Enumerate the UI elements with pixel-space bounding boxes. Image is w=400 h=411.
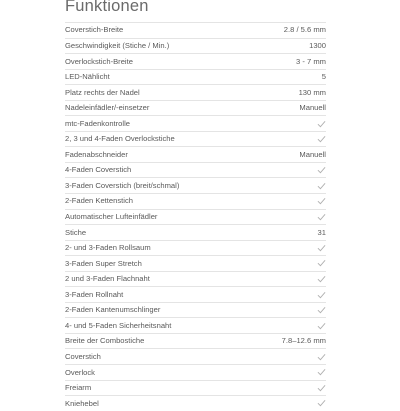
check-icon	[317, 399, 326, 407]
spec-row	[65, 162, 326, 178]
spec-label: 2-Faden Kettenstich	[65, 196, 133, 206]
spec-value: 130 mm	[298, 87, 326, 97]
check-icon	[317, 322, 326, 330]
check-icon	[317, 384, 326, 392]
spec-row	[65, 395, 326, 411]
spec-row	[65, 115, 326, 131]
check-icon	[317, 135, 326, 143]
spec-label: 2 und 3-Faden Flachnaht	[65, 274, 150, 284]
spec-label: 2, 3 und 4-Faden Overlockstiche	[65, 134, 175, 144]
check-icon	[317, 120, 326, 128]
spec-row	[65, 302, 326, 318]
spec-row	[65, 209, 326, 225]
check-icon	[317, 197, 326, 205]
check-icon	[317, 353, 326, 361]
spec-row	[65, 271, 326, 287]
spec-value: Manuell	[299, 149, 326, 159]
check-icon	[317, 213, 326, 221]
spec-label: 4-Faden Coverstich	[65, 165, 132, 175]
spec-value: 2.8 / 5.6 mm	[283, 25, 326, 35]
spec-row	[65, 255, 326, 271]
spec-value: 31	[317, 227, 326, 237]
spec-row	[65, 22, 326, 38]
spec-row	[65, 100, 326, 116]
spec-label: Overlock	[65, 367, 95, 377]
spec-row	[65, 348, 326, 364]
spec-row	[65, 224, 326, 240]
check-icon	[317, 368, 326, 376]
spec-row	[65, 333, 326, 349]
spec-label: Stiche	[65, 227, 87, 237]
check-icon	[317, 275, 326, 283]
spec-value: Manuell	[299, 103, 326, 113]
check-icon	[317, 291, 326, 299]
spec-label: 4- und 5-Faden Sicherheitsnaht	[65, 320, 172, 330]
spec-row	[65, 38, 326, 54]
check-icon	[317, 182, 326, 190]
spec-label: Geschwindigkeit (Stiche / Min.)	[65, 41, 170, 51]
spec-label: Automatischer Lufteinfädler	[65, 212, 158, 222]
spec-row	[65, 240, 326, 256]
spec-label: mtc-Fadenkontrolle	[65, 118, 130, 128]
spec-row	[65, 146, 326, 162]
spec-label: Coverstich	[65, 351, 101, 361]
spec-label: 2-Faden Kantenumschlinger	[65, 305, 161, 315]
spec-label: 3-Faden Super Stretch	[65, 258, 142, 268]
spec-label: Overlockstich-Breite	[65, 56, 133, 66]
spec-row	[65, 317, 326, 333]
spec-row	[65, 53, 326, 69]
spec-row	[65, 131, 326, 147]
spec-value: 5	[321, 72, 326, 82]
spec-row	[65, 69, 326, 85]
spec-label: 3-Faden Rollnaht	[65, 289, 124, 299]
check-icon	[317, 259, 326, 267]
spec-label: Nadeleinfädler/-einsetzer	[65, 103, 150, 113]
spec-value: 7.8–12.6 mm	[281, 336, 326, 346]
spec-label: 3-Faden Coverstich (breit/schmal)	[65, 180, 180, 190]
spec-label: Freiarm	[65, 383, 92, 393]
spec-row	[65, 84, 326, 100]
spec-value: 3 - 7 mm	[296, 56, 326, 66]
spec-label: Platz rechts der Nadel	[65, 87, 140, 97]
spec-row	[65, 286, 326, 302]
spec-row	[65, 364, 326, 380]
check-icon	[317, 306, 326, 314]
section-title: Funktionen	[65, 0, 149, 15]
spec-label: Fadenabschneider	[65, 149, 128, 159]
spec-label: LED-Nählicht	[65, 72, 110, 82]
check-icon	[317, 166, 326, 174]
spec-value: 1300	[309, 41, 326, 51]
check-icon	[317, 244, 326, 252]
spec-row	[65, 177, 326, 193]
spec-row	[65, 380, 326, 396]
spec-label: Coverstich-Breite	[65, 25, 124, 35]
spec-label: Kniehebel	[65, 398, 99, 408]
spec-label: Breite der Combostiche	[65, 336, 145, 346]
spec-label: 2- und 3-Faden Rollsaum	[65, 243, 151, 253]
spec-list	[65, 22, 326, 411]
spec-row	[65, 193, 326, 209]
